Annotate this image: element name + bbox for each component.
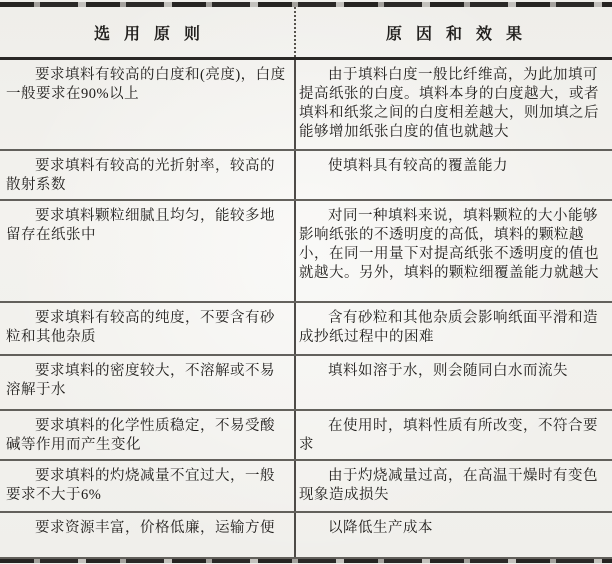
table-bottom-rule (0, 559, 612, 563)
table-row (0, 303, 612, 356)
header-principle-label: 选用原则 (93, 25, 214, 43)
table-row (0, 60, 612, 151)
effect-cell (296, 461, 612, 511)
effect-text: 以降低生产成本 (328, 520, 433, 536)
principle-cell (0, 356, 296, 409)
effect-text: 在使用时，填料性质有所改变，不符合要求 (299, 418, 598, 453)
header-cell-effect (296, 7, 612, 57)
effect-text: 含有砂粒和其他杂质会影响纸面平滑和造成抄纸过程中的困难 (299, 310, 598, 345)
principle-text: 要求资源丰富，价格低廉，运输方便 (35, 520, 275, 536)
principle-text: 要求填料有较高的白度和(亮度)，白度一般要求在90%以上 (6, 67, 286, 102)
table-header-row (0, 7, 612, 60)
effect-text: 对同一种填料来说，填料颗粒的大小能够影响纸张的不透明度的高低，填料的颗粒越小，在同一用量下对提高纸张不透明度的值也就越大。另外，填料的颗粒细覆盖能力就越大 (299, 208, 599, 281)
table-row (0, 411, 612, 461)
table-row (0, 356, 612, 411)
effect-cell (296, 356, 612, 409)
principle-cell (0, 461, 296, 511)
effect-cell (296, 513, 612, 557)
principle-cell (0, 60, 296, 149)
principle-text: 要求填料颗粒细腻且均匀，能较多地留存在纸张中 (6, 208, 275, 243)
principle-cell (0, 303, 296, 354)
principle-text: 要求填料的化学性质稳定，不易受酸碱等作用而产生变化 (6, 418, 275, 453)
table-row (0, 151, 612, 201)
effect-cell (296, 303, 612, 354)
principle-text: 要求填料的密度较大，不溶解或不易溶解于水 (6, 363, 275, 398)
effect-cell (296, 411, 612, 459)
effect-text: 由于灼烧减量过高，在高温干燥时有变色现象造成损失 (299, 468, 598, 503)
effect-text: 由于填料白度一般比纤维高，为此加填可提高纸张的白度。填料本身的白度越大，或者填料和纸浆之间的白度相差越大，则加填之后能够增加纸张白度的值也就越大 (299, 67, 599, 140)
principle-cell (0, 151, 296, 199)
table-row (0, 201, 612, 303)
table-row (0, 513, 612, 559)
principle-cell (0, 513, 296, 557)
table-row (0, 461, 612, 513)
principle-cell (0, 411, 296, 459)
header-effect-label: 原因和效果 (385, 25, 536, 43)
principle-text: 要求填料有较高的光折射率，较高的散射系数 (6, 158, 275, 193)
principle-text: 要求填料有较高的纯度，不要含有砂粒和其他杂质 (6, 310, 275, 345)
effect-cell (296, 151, 612, 199)
header-cell-principle (0, 7, 296, 57)
filler-selection-table (0, 2, 612, 563)
effect-text: 使填料具有较高的覆盖能力 (328, 158, 508, 174)
principle-text: 要求填料的灼烧减量不宜过大，一般要求不大于6% (6, 468, 275, 503)
effect-cell (296, 60, 612, 149)
effect-text: 填料如溶于水，则会随同白水而流失 (328, 363, 568, 379)
principle-cell (0, 201, 296, 301)
effect-cell (296, 201, 612, 301)
